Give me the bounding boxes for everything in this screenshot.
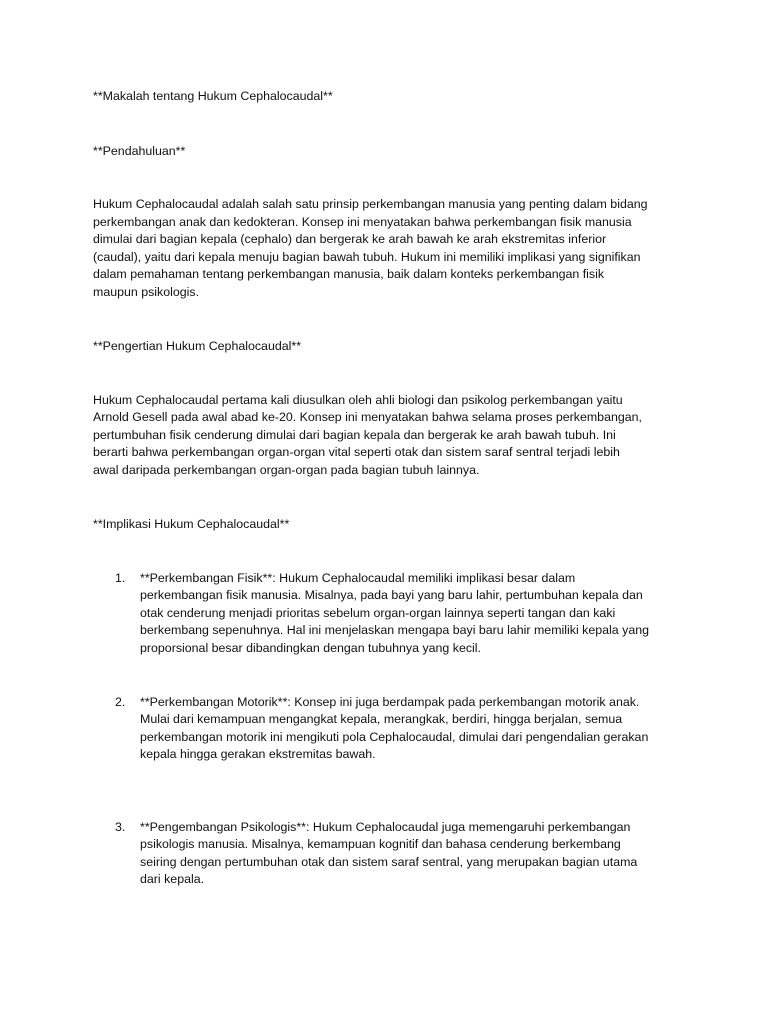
heading-pengertian: **Pengertian Hukum Cephalocaudal** [93, 339, 302, 353]
paragraph-line: maupun psikologis. [93, 285, 200, 299]
list-item-line: kepala hingga gerakan ekstremitas bawah. [140, 747, 376, 761]
list-item-line: **Perkembangan Motorik**: Konsep ini juga berdampak pada perkembangan motorik anak. [140, 695, 640, 709]
list-number: 3. [115, 820, 126, 834]
list-item-line: proporsional besar dibandingkan dengan tubuhnya yang kecil. [140, 641, 481, 655]
list-item-line: Mulai dari kemampuan mengangkat kepala, merangkak, berdiri, hingga berjalan, semua [140, 712, 623, 726]
paragraph-line: berarti bahwa perkembangan organ-organ vital seperti otak dan sistem saraf sentral terjadi lebih [93, 445, 620, 459]
paragraph-line: Arnold Gesell pada awal abad ke-20. Konsep ini menyatakan bahwa selama proses perkembangan, [93, 410, 642, 424]
list-item-line: **Pengembangan Psikologis**: Hukum Cephalocaudal juga memengaruhi perkembangan [140, 820, 631, 834]
list-item-line: dari kepala. [140, 872, 205, 886]
paragraph-line: dalam pemahaman tentang perkembangan manusia, baik dalam konteks perkembangan fisik [93, 267, 605, 281]
list-item-line: seiring dengan pertumbuhan otak dan sistem saraf sentral, yang merupakan bagian utama [140, 855, 638, 869]
list-item-line: berkembang sepenuhnya. Hal ini menjelaskan mengapa bayi baru lahir memiliki kepala yang [140, 623, 649, 637]
list-item-line: perkembangan motorik ini mengikuti pola Cephalocaudal, dimulai dari pengendalian gerakan [140, 730, 649, 744]
paragraph-line: (caudal), yaitu dari kepala menuju bagian bawah tubuh. Hukum ini memiliki implikasi yang signifikan [93, 250, 641, 264]
paragraph-line: Hukum Cephalocaudal pertama kali diusulkan oleh ahli biologi dan psikolog perkembangan yaitu [93, 393, 623, 407]
list-number: 2. [115, 695, 126, 709]
paragraph-line: perkembangan anak dan kedokteran. Konsep ini menyatakan bahwa perkembangan fisik manusia [93, 215, 632, 229]
list-item-line: **Perkembangan Fisik**: Hukum Cephalocaudal memiliki implikasi besar dalam [140, 571, 576, 585]
list-item-line: psikologis manusia. Misalnya, kemampuan kognitif dan bahasa cenderung berkembang [140, 837, 621, 851]
list-number: 1. [115, 571, 126, 585]
paragraph-line: pertumbuhan fisik cenderung dimulai dari bagian kepala dan bergerak ke arah bawah tubuh. Ini [93, 428, 616, 442]
paragraph-line: Hukum Cephalocaudal adalah salah satu prinsip perkembangan manusia yang penting dalam bidang [93, 197, 648, 211]
paragraph-line: dimulai dari bagian kepala (cephalo) dan bergerak ke arah bawah ke arah ekstremitas inferior [93, 232, 607, 246]
heading-implikasi: **Implikasi Hukum Cephalocaudal** [93, 517, 290, 531]
heading-pendahuluan: **Pendahuluan** [93, 144, 186, 158]
document-title: **Makalah tentang Hukum Cephalocaudal** [93, 89, 333, 103]
paragraph-line: awal daripada perkembangan organ-organ pada bagian tubuh lainnya. [93, 463, 480, 477]
list-item-line: perkembangan fisik manusia. Misalnya, pada bayi yang baru lahir, pertumbuhan kepala dan [140, 588, 643, 602]
list-item-line: otak cenderung menjadi prioritas sebelum organ-organ lainnya seperti tangan dan kaki [140, 606, 616, 620]
